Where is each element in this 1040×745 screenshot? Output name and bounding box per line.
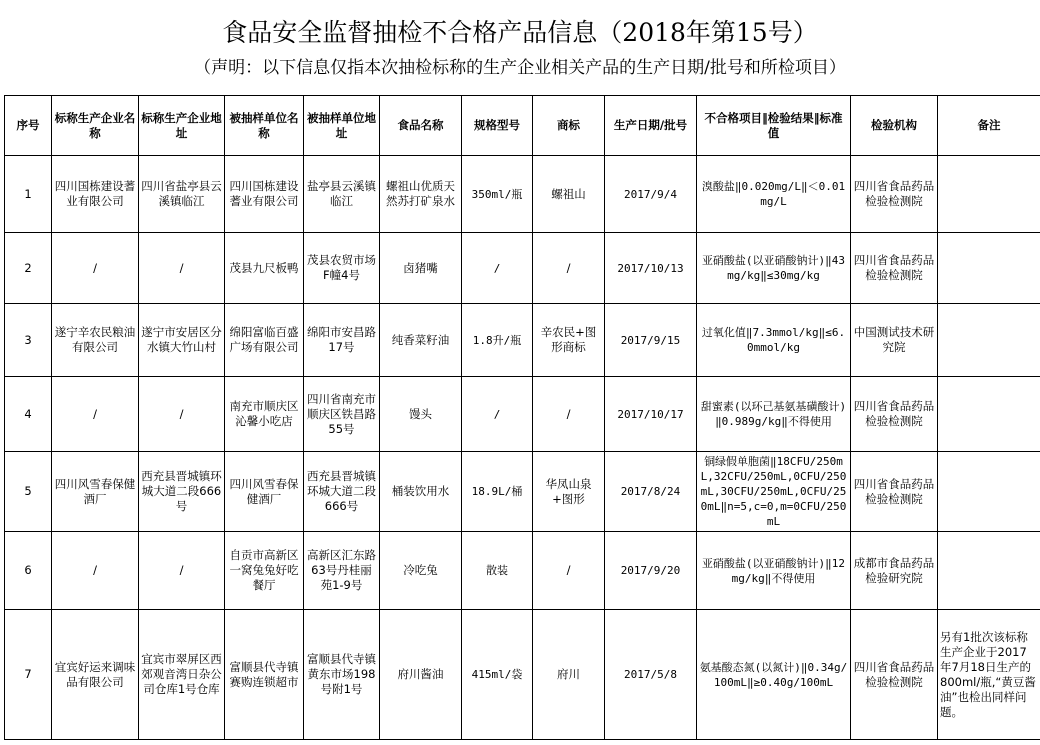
inspection-agency-cell: 中国测试技术研究院: [851, 304, 938, 377]
inspection-agency-cell: 四川省食品药品检验检测院: [851, 156, 938, 233]
specification-cell: 350ml/瓶: [462, 156, 533, 233]
food-name-cell: 桶装饮用水: [380, 452, 462, 532]
sampled-unit-address-cell: 富顺县代寺镇黄东市场198号附1号: [304, 610, 380, 740]
manufacturer-name-cell: /: [52, 233, 139, 304]
inspection-agency-cell: 四川省食品药品检验检测院: [851, 610, 938, 740]
sampled-unit-name-cell: 茂县九尺板鸭: [225, 233, 304, 304]
specification-cell: 1.8升/瓶: [462, 304, 533, 377]
manufacturer-address-cell: /: [139, 233, 225, 304]
failed-item-result-cell: 亚硝酸盐(以亚硝酸钠计)‖43mg/kg‖≤30mg/kg: [697, 233, 851, 304]
trademark-cell: 华凤山泉+图形: [533, 452, 605, 532]
inspection-agency-cell: 四川省食品药品检验检测院: [851, 452, 938, 532]
results-table: [4, 95, 1040, 740]
row-index-cell: 5: [5, 452, 52, 532]
specification-cell: 散装: [462, 532, 533, 610]
row-index-cell: 3: [5, 304, 52, 377]
table-body: [5, 156, 1040, 740]
food-name-cell: 馒头: [380, 377, 462, 452]
row-index-cell: 1: [5, 156, 52, 233]
table-header-row: [5, 96, 1040, 156]
header-cell: 规格型号: [462, 96, 533, 156]
manufacturer-address-cell: 四川省盐亭县云溪镇临江: [139, 156, 225, 233]
production-date-cell: 2017/9/4: [605, 156, 697, 233]
production-date-cell: 2017/8/24: [605, 452, 697, 532]
failed-item-result-cell: 氨基酸态氮(以氮计)‖0.34g/100mL‖≥0.40g/100mL: [697, 610, 851, 740]
production-date-cell: 2017/9/20: [605, 532, 697, 610]
failed-item-result-cell: 溴酸盐‖0.020mg/L‖＜0.01mg/L: [697, 156, 851, 233]
manufacturer-address-cell: /: [139, 532, 225, 610]
table-row: [5, 156, 1040, 233]
production-date-cell: 2017/10/17: [605, 377, 697, 452]
table-row: [5, 233, 1040, 304]
table-row: [5, 532, 1040, 610]
sampled-unit-address-cell: 四川省南充市顺庆区铁昌路55号: [304, 377, 380, 452]
inspection-agency-cell: 成都市食品药品检验研究院: [851, 532, 938, 610]
table-row: [5, 304, 1040, 377]
failed-item-result-cell: 亚硝酸盐(以亚硝酸钠计)‖12mg/kg‖不得使用: [697, 532, 851, 610]
sampled-unit-name-cell: 自贡市高新区一窝兔兔好吃餐厅: [225, 532, 304, 610]
sampled-unit-name-cell: 四川风雪春保健酒厂: [225, 452, 304, 532]
food-name-cell: 卤猪嘴: [380, 233, 462, 304]
header-cell: 商标: [533, 96, 605, 156]
table-row: [5, 452, 1040, 532]
trademark-cell: /: [533, 532, 605, 610]
remarks-cell: [938, 233, 1040, 304]
remarks-cell: [938, 452, 1040, 532]
failed-item-result-cell: 过氧化值‖7.3mmol/kg‖≤6.0mmol/kg: [697, 304, 851, 377]
page-subtitle: （声明：以下信息仅指本次抽检标称的生产企业相关产品的生产日期/批号和所检项目）: [194, 58, 846, 78]
sampled-unit-address-cell: 盐亭县云溪镇临江: [304, 156, 380, 233]
sampled-unit-name-cell: 南充市顺庆区沁馨小吃店: [225, 377, 304, 452]
manufacturer-name-cell: 四川国栋建设蓍业有限公司: [52, 156, 139, 233]
specification-cell: /: [462, 233, 533, 304]
remarks-cell: [938, 156, 1040, 233]
trademark-cell: 辛农民+图形商标: [533, 304, 605, 377]
table-row: [5, 610, 1040, 740]
sampled-unit-name-cell: 四川国栋建设蓍业有限公司: [225, 156, 304, 233]
manufacturer-address-cell: 遂宁市安居区分水镇大竹山村: [139, 304, 225, 377]
manufacturer-address-cell: 西充县晋城镇环城大道二段666号: [139, 452, 225, 532]
trademark-cell: 府川: [533, 610, 605, 740]
sampled-unit-address-cell: 茂县农贸市场F幢4号: [304, 233, 380, 304]
row-index-cell: 4: [5, 377, 52, 452]
header-cell: 不合格项目‖检验结果‖标准值: [697, 96, 851, 156]
food-name-cell: 纯香菜籽油: [380, 304, 462, 377]
row-index-cell: 2: [5, 233, 52, 304]
remarks-cell: [938, 304, 1040, 377]
sampled-unit-address-cell: 绵阳市安昌路17号: [304, 304, 380, 377]
inspection-agency-cell: 四川省食品药品检验检测院: [851, 233, 938, 304]
food-name-cell: 螺祖山优质天然苏打矿泉水: [380, 156, 462, 233]
row-index-cell: 7: [5, 610, 52, 740]
remarks-cell: [938, 532, 1040, 610]
manufacturer-name-cell: 宜宾好运来调味品有限公司: [52, 610, 139, 740]
header-cell: 标称生产企业名称: [52, 96, 139, 156]
trademark-cell: /: [533, 377, 605, 452]
manufacturer-name-cell: /: [52, 532, 139, 610]
sampled-unit-address-cell: 高新区汇东路63号丹桂丽苑1-9号: [304, 532, 380, 610]
manufacturer-address-cell: /: [139, 377, 225, 452]
trademark-cell: 螺祖山: [533, 156, 605, 233]
sampled-unit-address-cell: 西充县晋城镇环城大道二段666号: [304, 452, 380, 532]
header-cell: 食品名称: [380, 96, 462, 156]
production-date-cell: 2017/9/15: [605, 304, 697, 377]
page-title: 食品安全监督抽检不合格产品信息（2018年第15号）: [222, 18, 818, 47]
inspection-agency-cell: 四川省食品药品检验检测院: [851, 377, 938, 452]
remarks-cell: 另有1批次该标称生产企业于2017年7月18日生产的800ml/瓶,“黄豆酱油”也检出同样问题。: [938, 610, 1040, 740]
manufacturer-name-cell: /: [52, 377, 139, 452]
manufacturer-address-cell: 宜宾市翠屏区西郊观音湾日杂公司仓库1号仓库: [139, 610, 225, 740]
failed-item-result-cell: 铜绿假单胞菌‖18CFU/250mL,32CFU/250mL,0CFU/250mL,30CFU/250mL,0CFU/250mL‖n=5,c=0,m=0CFU/250mL: [697, 452, 851, 532]
header-cell: 检验机构: [851, 96, 938, 156]
table-row: [5, 377, 1040, 452]
manufacturer-name-cell: 遂宁辛农民粮油有限公司: [52, 304, 139, 377]
header-cell: 被抽样单位地址: [304, 96, 380, 156]
header-cell: 序号: [5, 96, 52, 156]
production-date-cell: 2017/10/13: [605, 233, 697, 304]
production-date-cell: 2017/5/8: [605, 610, 697, 740]
header-cell: 生产日期/批号: [605, 96, 697, 156]
sampled-unit-name-cell: 绵阳富临百盛广场有限公司: [225, 304, 304, 377]
food-name-cell: 冷吃兔: [380, 532, 462, 610]
specification-cell: /: [462, 377, 533, 452]
header-cell: 标称生产企业地址: [139, 96, 225, 156]
specification-cell: 18.9L/桶: [462, 452, 533, 532]
manufacturer-name-cell: 四川风雪春保健酒厂: [52, 452, 139, 532]
header-cell: 备注: [938, 96, 1040, 156]
specification-cell: 415ml/袋: [462, 610, 533, 740]
failed-item-result-cell: 甜蜜素(以环己基氨基磺酸计)‖0.989g/kg‖不得使用: [697, 377, 851, 452]
sampled-unit-name-cell: 富顺县代寺镇赛购连锁超市: [225, 610, 304, 740]
food-name-cell: 府川酱油: [380, 610, 462, 740]
trademark-cell: /: [533, 233, 605, 304]
remarks-cell: [938, 377, 1040, 452]
header-cell: 被抽样单位名称: [225, 96, 304, 156]
row-index-cell: 6: [5, 532, 52, 610]
